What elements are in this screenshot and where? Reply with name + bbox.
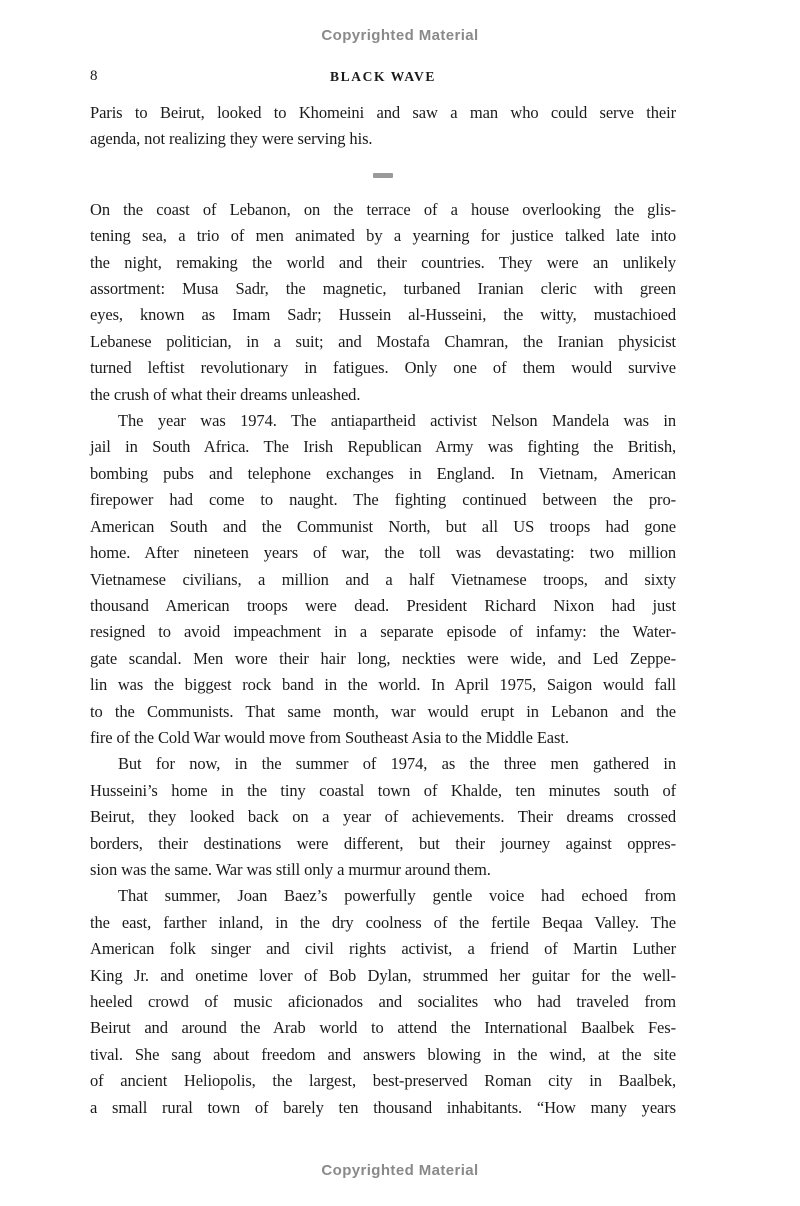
text-line: bombing pubs and telephone exchanges in England. In Vietnam, American (90, 463, 676, 483)
text-line: That summer, Joan Baez’s powerfully gentle voice had echoed from (118, 886, 676, 906)
text-line: borders, their destinations were different, but their journey against oppres- (90, 833, 676, 853)
text-line: tening sea, a trio of men animated by a yearning for justice talked late into (90, 226, 676, 246)
text-line: lin was the biggest rock band in the world. In April 1975, Saigon would fall (90, 675, 676, 695)
section-break-dash-icon (373, 173, 393, 178)
running-header (90, 68, 676, 88)
copyright-notice-bottom: Copyrighted Material (321, 1162, 479, 1179)
text-line: of ancient Heliopolis, the largest, best-preserved Roman city in Baalbek, (90, 1071, 676, 1091)
text-line: heeled crowd of music aficionados and socialites who had traveled from (90, 992, 676, 1011)
text-line: Beirut and around the Arab world to attend the International Baalbek Fes- (90, 1018, 676, 1038)
text-line: fire of the Cold War would move from Southeast Asia to the Middle East. (90, 727, 569, 747)
text-line: The year was 1974. The antiapartheid activist Nelson Mandela was in (118, 411, 676, 431)
text-line: Paris to Beirut, looked to Khomeini and saw a man who could serve their (90, 103, 676, 122)
text-line: Beirut, they looked back on a year of achievements. Their dreams crossed (90, 807, 676, 827)
text-line: American South and the Communist North, but all US troops had gone (90, 516, 676, 536)
text-line: agenda, not realizing they were serving his. (90, 129, 373, 149)
running-head-title: BLACK WAVE (330, 69, 436, 84)
text-line: the east, farther inland, in the dry coolness of the fertile Beqaa Valley. The (90, 912, 676, 932)
text-line: the night, remaking the world and their countries. They were an unlikely (90, 252, 676, 272)
text-line: home. After nineteen years of war, the toll was devastating: two million (90, 543, 676, 563)
paragraph (90, 100, 676, 153)
text-line: resigned to avoid impeachment in a separate episode of infamy: the Water- (90, 622, 676, 642)
text-line: Lebanese politician, in a suit; and Mostafa Chamran, the Iranian physicist (90, 331, 676, 351)
paragraph (90, 883, 676, 1121)
text-line: American folk singer and civil rights activist, a friend of Martin Luther (90, 939, 676, 959)
paragraph (90, 751, 676, 883)
paragraph (90, 197, 676, 408)
body-text (90, 100, 676, 1121)
text-line: firepower had come to naught. The fighting continued between the pro- (90, 490, 676, 510)
text-line: On the coast of Lebanon, on the terrace of a house overlooking the glis- (90, 199, 676, 219)
text-line: Husseini’s home in the tiny coastal town of Khalde, ten minutes south of (90, 780, 676, 800)
text-line: tival. She sang about freedom and answers blowing in the wind, at the site (90, 1044, 676, 1064)
text-line: King Jr. and onetime lover of Bob Dylan, strummed her guitar for the well- (90, 965, 676, 985)
text-line: Vietnamese civilians, a million and a half Vietnamese troops, and sixty (90, 569, 676, 589)
page-number: 8 (90, 68, 98, 84)
text-line: jail in South Africa. The Irish Republican Army was fighting the British, (90, 437, 676, 457)
text-line: sion was the same. War was still only a murmur around them. (90, 859, 491, 879)
section-break (90, 173, 676, 178)
text-line: thousand American troops were dead. President Richard Nixon had just (90, 595, 676, 615)
text-line: a small rural town of barely ten thousand inhabitants. “How many years (90, 1097, 676, 1117)
paragraph (90, 408, 676, 751)
text-line: assortment: Musa Sadr, the magnetic, turbaned Iranian cleric with green (90, 279, 676, 299)
copyright-notice-top: Copyrighted Material (321, 27, 479, 44)
text-line: gate scandal. Men wore their hair long, neckties were wide, and Led Zeppe- (90, 648, 676, 668)
text-line: the crush of what their dreams unleashed. (90, 384, 361, 404)
text-line: to the Communists. That same month, war would erupt in Lebanon and the (90, 701, 676, 721)
text-line: But for now, in the summer of 1974, as the three men gathered in (118, 754, 676, 774)
text-line: turned leftist revolutionary in fatigues. Only one of them would survive (90, 358, 676, 378)
text-line: eyes, known as Imam Sadr; Hussein al-Husseini, the witty, mustachioed (90, 305, 676, 325)
